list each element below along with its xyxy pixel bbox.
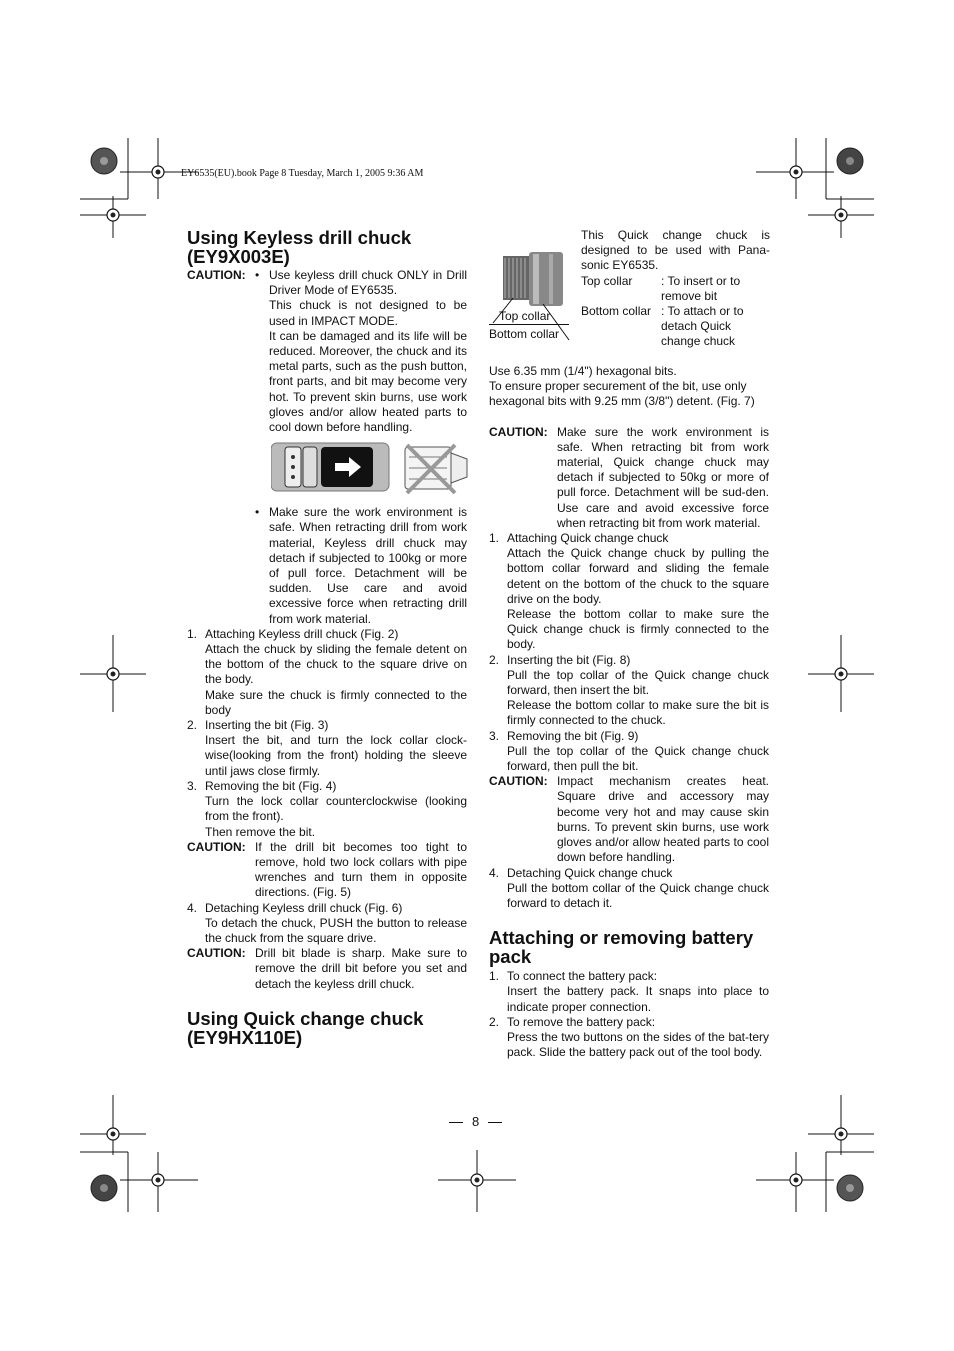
list-item: 2. Inserting the bit (Fig. 3) Insert the bit, and turn the lock collar clock-wise(looking from the front) holding the sleeve until jaws close firmly. [187,718,467,778]
list-item: 2. Inserting the bit (Fig. 8) Pull the top collar of the Quick change chuck forward, then insert the bit. Release the bottom collar to make sure the bit is firmly connected to the chuck. [489,652,769,728]
quick-steps [489,531,770,774]
step-body: Pull the bottom collar of the Quick change chuck forward to detach it. [507,880,769,910]
collar-def: Top collar : To insert or to remove bit [581,273,741,303]
step-title: Detaching Quick change chuck [507,865,673,880]
step-body: Pull the top collar of the Quick change chuck forward, then pull the bit. [507,743,769,774]
step-body: To detach the chuck, PUSH the button to release the chuck from the square drive. [205,915,467,945]
bullet: • [255,505,260,520]
list-item: 3. Removing the bit (Fig. 9) Pull the top collar of the Quick change chuck forward, then pull the bit. [489,728,769,774]
caution-keyless-1 [187,268,467,435]
list-item: 1. To connect the battery pack: Insert the battery pack. It snaps into place to indicate proper connection. [489,969,769,1014]
caution-keyless-3: CAUTION: If the drill bit becomes too tight to remove, hold two lock collars with pipe wrenches and turn them in opposite directions. (Fig. 5) [187,839,467,900]
keyless-steps [187,627,467,840]
section-title-battery: Attaching or removing battery pack [489,927,754,968]
caution-quick-2: CAUTION: Impact mechanism creates heat. Square drive and accessory may become very hot and may cause skin burns. To prevent skin burns, use work gloves and/or allow heated parts to cool down before handling. [489,774,769,865]
caution-text: If the drill bit becomes too tight to remove, hold two lock collars with pipe wrenches and turn them in opposite directions. (Fig. 5) [255,839,467,900]
caution-label: CAUTION: [187,268,246,282]
list-item: 1. Attaching Quick change chuck Attach the Quick change chuck by pulling the bottom collar forward and sliding the female detent on the bottom of the chuck to the square drive on the body. Release the bottom collar to make sure the Quick change chuck is firmly connected to the body. [489,531,769,652]
caution-text: Make sure the work environment is safe. When retracting bit from work material, Quick change chuck may detach if subjected to 50kg or more of pull force. Detachment will be sud-den. Use care and avoid excessive force when retracting bit from work material. [557,424,769,530]
step-body: Press the two buttons on the sides of the bat-tery pack. Slide the battery pack out of the tool body. [507,1029,769,1060]
quick-chuck-intro [489,228,770,352]
battery-steps [489,969,770,1060]
page-number: 8 [440,1114,511,1129]
caution-quick-1: CAUTION: Make sure the work environment is safe. When retracting bit from work material, Quick change chuck may detach if subjected to 50kg or more of pull force. Detachment will be sud-den. Use care and avoid excessive force when retracting bit from work material. [489,424,769,530]
fig-label-top-collar: Top collar [499,309,551,323]
caution-text: Make sure the work environment is safe. When retracting drill from work material, Keyless drill chuck may detach if subjected to 100kg or more of pull force. Detachment will be sudden. Use care and avoid excessive force when retracting drill from work material. [269,505,467,626]
caution-keyless-2 [187,505,467,627]
list-item: 1. Attaching Keyless drill chuck (Fig. 2) Attach the chuck by sliding the female detent on the bottom of the chuck to the square drive on the body. Make sure the chuck is firmly connected to the body [187,626,467,717]
quick-chuck-description [581,228,770,350]
intro-text: This Quick change chuck is designed to be used with Pana-sonic EY6535. [581,228,770,273]
step-body: Pull the top collar of the Quick change chuck forward, then insert the bit. [507,667,769,698]
fig-label-divider [489,324,569,325]
file-header: EY6535(EU).book Page 8 Tuesday, March 1, 2005 9:36 AM [181,168,424,179]
figure-mode-switch [187,435,467,519]
caution-text: Use keyless drill chuck ONLY in Drill Driver Mode of EY6535. [269,268,467,298]
step-title: Removing the bit (Fig. 9) [507,728,639,743]
list-item: 4. Detaching Keyless drill chuck (Fig. 6) To detach the chuck, PUSH the button to release the chuck from the square drive. [187,900,467,945]
list-item: 2. To remove the battery pack: Press the two buttons on the sides of the bat-tery pack. Slide the battery pack out of the tool body. [489,1014,769,1060]
step-title: Attaching Quick change chuck [507,531,669,546]
list-item: 4. Detaching Quick change chuck Pull the bottom collar of the Quick change chuck forward to detach it. [489,865,769,910]
step-body: Attach the chuck by sliding the female detent on the bottom of the chuck to the square drive on the body. [205,642,467,687]
step-body: Then remove the bit. [205,824,316,839]
step-title: Inserting the bit (Fig. 8) [507,652,631,667]
bits-text: Use 6.35 mm (1/4") hexagonal bits. [489,364,677,378]
step-title: Removing the bit (Fig. 4) [205,778,337,793]
step-title: To connect the battery pack: [507,969,658,984]
step-body: Turn the lock collar counterclockwise (looking from the front). [205,794,467,824]
caution-text: Drill bit blade is sharp. Make sure to remove the drill bit before you set and detach the keyless drill chuck. [255,946,467,991]
mode-switch-figure [271,441,471,497]
step-body: Make sure the chuck is firmly connected to the body [205,687,467,717]
bullet: • [255,268,260,282]
list-item: 3. Removing the bit (Fig. 4) Turn the lock collar counterclockwise (looking from the front). Then remove the bit. [187,778,467,839]
bits-text: To ensure proper securement of the bit, use only hexagonal bits with 9.25 mm (3/8") detent. (Fig. 7) [489,379,755,409]
step-body: Release the bottom collar to make sure the bit is firmly connected to the chuck. [507,698,769,728]
caution-text: Impact mechanism creates heat. Square drive and accessory may become very hot and may cause skin burns. To prevent skin burns, use work gloves and/or allow heated parts to cool down before handling. [557,774,769,865]
left-column [187,228,467,1047]
section-title-quick-change: Using Quick change chuck (EY9HX110E) [187,1007,424,1048]
step-title: Detaching Keyless drill chuck (Fig. 6) [205,900,403,915]
collar-def: Bottom collar : To attach or to detach Quick change chuck [581,304,744,349]
step-title: Attaching Keyless drill chuck (Fig. 2) [205,626,399,641]
section-title-keyless: Using Keyless drill chuck (EY9X003E) [187,227,412,267]
step-title: Inserting the bit (Fig. 3) [205,718,329,733]
step-body: Attach the Quick change chuck by pulling the bottom collar forward and sliding the female detent on the bottom of the chuck to the square drive on the body. [507,546,769,606]
step-title: To remove the battery pack: [507,1014,656,1029]
step-body: Insert the battery pack. It snaps into place to indicate proper connection. [507,984,769,1014]
step-body: Release the bottom collar to make sure the Quick change chuck is firmly connected to the body. [507,607,769,652]
step-body: Insert the bit, and turn the lock collar clock-wise(looking from the front) holding the sleeve until jaws close firmly. [205,733,467,778]
caution-text: It can be damaged and its life will be reduced. Moreover, the chuck and its metal parts, such as the push button, front parts, and bit may become very hot. To prevent skin burns, use work gloves and/or allow heated parts to cool down before handling. [269,328,467,435]
right-column [489,228,770,1060]
caution-keyless-4: CAUTION: Drill bit blade is sharp. Make sure to remove the drill bit before you set and detach the keyless drill chuck. [187,946,467,991]
caution-text: This chuck is not designed to be used in IMPACT MODE. [269,298,467,328]
fig-label-bottom-collar: Bottom collar [489,327,560,341]
